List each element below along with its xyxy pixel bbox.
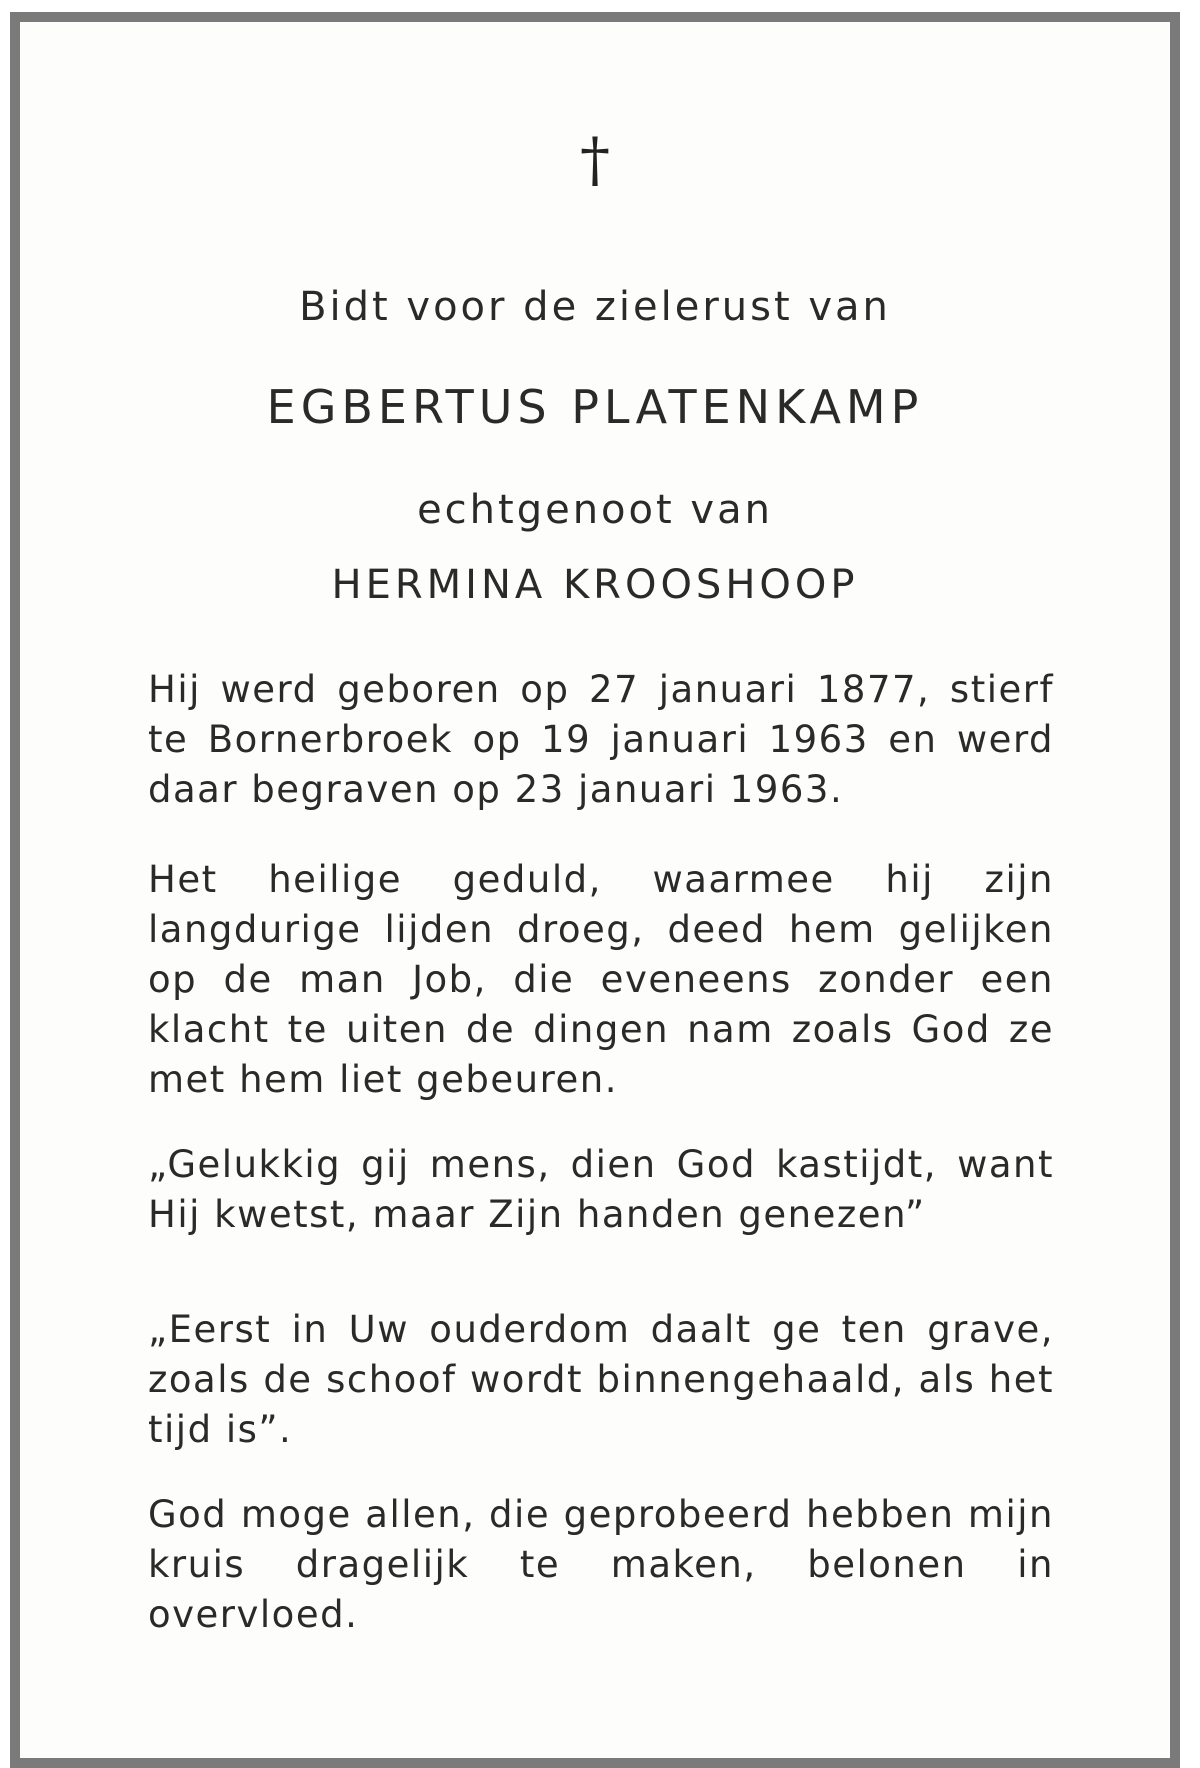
quote-paragraph-1: „Gelukkig gij mens, dien God kastijdt, want Hij kwetst, maar Zijn handen genezen” xyxy=(148,1143,1054,1236)
memorial-card xyxy=(10,12,1180,1768)
quote-paragraph-2: „Eerst in Uw ouderdom daalt ge ten grave, zoals de schoof wordt binnengehaald, als het tijd is”. xyxy=(148,1308,1054,1451)
cross-icon: † xyxy=(580,125,610,195)
spouse-intro-line: echtgenoot van xyxy=(417,487,773,533)
spouse-name: HERMINA KROOSHOOP xyxy=(331,562,859,608)
deceased-name: EGBERTUS PLATENKAMP xyxy=(266,380,924,434)
birth-death-paragraph: Hij werd geboren op 27 januari 1877, stierf te Bornerbroek op 19 januari 1963 en werd daar begraven op 23 januari 1963. xyxy=(148,668,1054,811)
intro-line: Bidt voor de zielerust van xyxy=(299,284,891,330)
patience-paragraph: Het heilige geduld, waarmee hij zijn langdurige lijden droeg, deed hem gelijken op de man Job, die eveneens zonder een klacht te uiten de dingen nam zoals God ze met hem liet gebeuren. xyxy=(148,858,1054,1101)
closing-paragraph: God moge allen, die geprobeerd hebben mijn kruis dragelijk te maken, belonen in overvloed. xyxy=(148,1493,1054,1636)
